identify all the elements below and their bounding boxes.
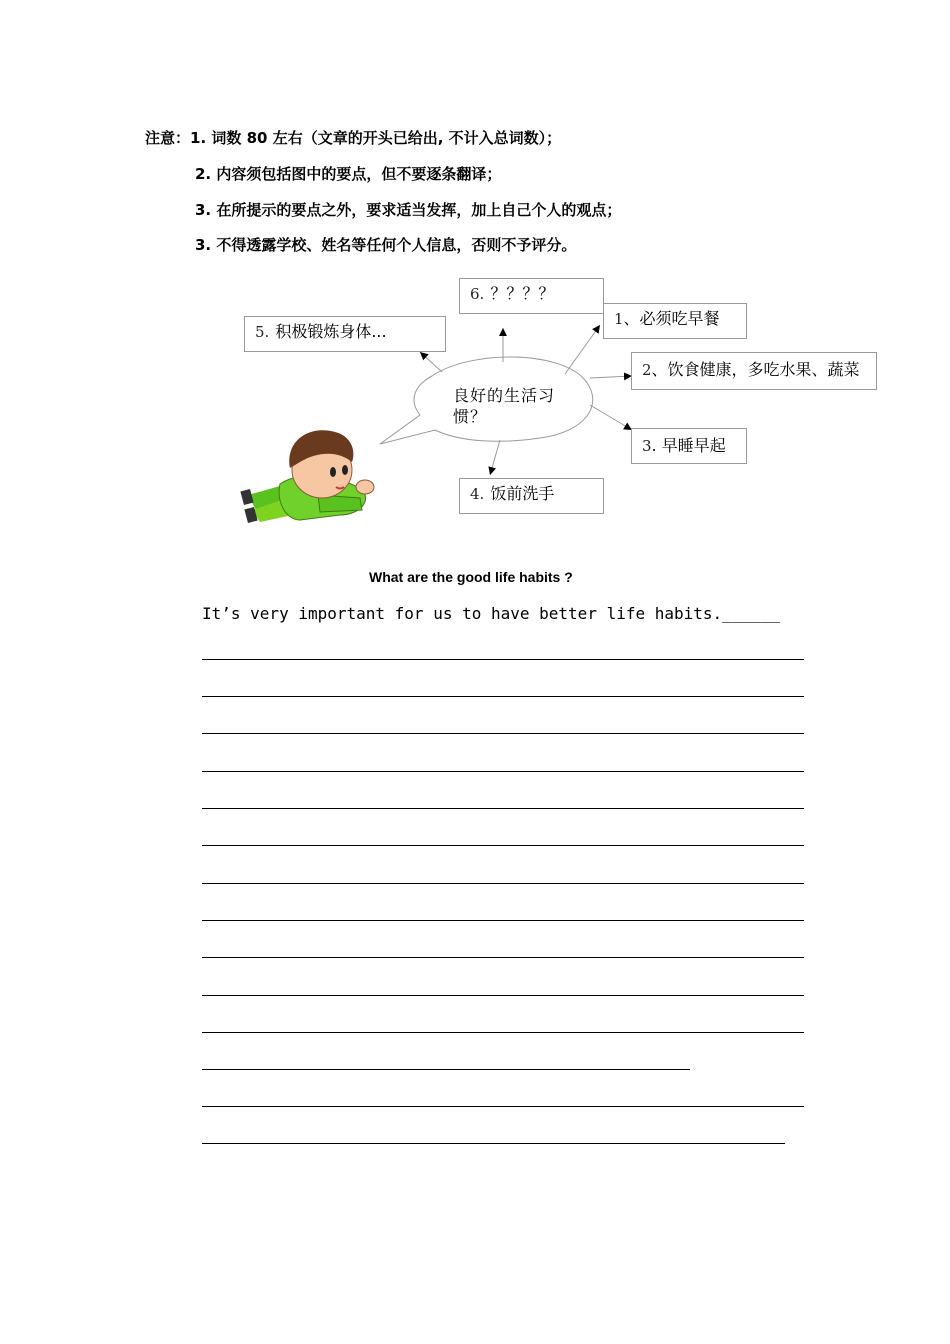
essay-opening: It’s very important for us to have better life habits.______ xyxy=(202,604,780,623)
mindmap-box-3 xyxy=(631,428,747,464)
mindmap-box-4 xyxy=(459,478,604,514)
note-item-4: 3. 不得透露学校、姓名等任何个人信息，否则不予评分。 xyxy=(195,236,577,254)
writing-line xyxy=(202,957,804,958)
box-3-number: 3 xyxy=(642,437,652,455)
writing-line xyxy=(202,733,804,734)
mindmap-box-6 xyxy=(459,278,604,314)
arrow-to-3 xyxy=(590,405,632,430)
note-item-2: 2. 内容须包括图中的要点，但不要逐条翻译； xyxy=(195,165,502,183)
mindmap-center-text: 良好的生活习惯？ xyxy=(453,386,556,426)
box-4-number: 4. xyxy=(470,485,485,503)
writing-line xyxy=(202,771,804,772)
mindmap-box-1 xyxy=(603,303,747,339)
arrow-to-1 xyxy=(565,325,600,374)
box-6-number: 6. xyxy=(470,285,485,303)
writing-line xyxy=(202,1143,785,1144)
arrow-to-4 xyxy=(490,440,500,475)
writing-line xyxy=(202,845,804,846)
writing-line xyxy=(202,883,804,884)
box-2-text: 、饮食健康，多吃水果、蔬菜 xyxy=(651,360,860,379)
note-item-1: 1. 词数 80 左右（文章的开头已给出, 不计入总词数）； xyxy=(190,129,562,147)
box-3-text: . 早睡早起 xyxy=(651,436,726,455)
child-illustration xyxy=(240,430,374,523)
box-6-text: ？？？？ xyxy=(490,284,555,303)
notes-prefix: 注意： xyxy=(145,129,191,147)
writing-line xyxy=(202,808,804,809)
mindmap-box-2 xyxy=(631,352,877,390)
arrow-to-2 xyxy=(590,376,632,378)
mindmap-box-5 xyxy=(244,316,446,352)
box-5-text: 积极锻炼身体... xyxy=(275,322,387,341)
writing-line xyxy=(202,920,804,921)
arrow-to-5 xyxy=(420,352,442,372)
essay-title: What are the good life habits ? xyxy=(369,569,573,585)
box-4-text: 饭前洗手 xyxy=(490,484,555,503)
box-2-number: 2 xyxy=(642,361,652,379)
writing-line xyxy=(202,696,804,697)
box-1-text: 、必须吃早餐 xyxy=(623,309,720,328)
box-5-number: 5. xyxy=(255,323,270,341)
box-1-number: 1 xyxy=(614,310,624,328)
writing-line xyxy=(202,995,804,996)
writing-line xyxy=(202,659,804,660)
note-item-3: 3. 在所提示的要点之外，要求适当发挥，加上自己个人的观点； xyxy=(195,201,622,219)
writing-line xyxy=(202,1106,804,1107)
writing-line xyxy=(202,1032,804,1033)
writing-line xyxy=(202,1069,690,1070)
